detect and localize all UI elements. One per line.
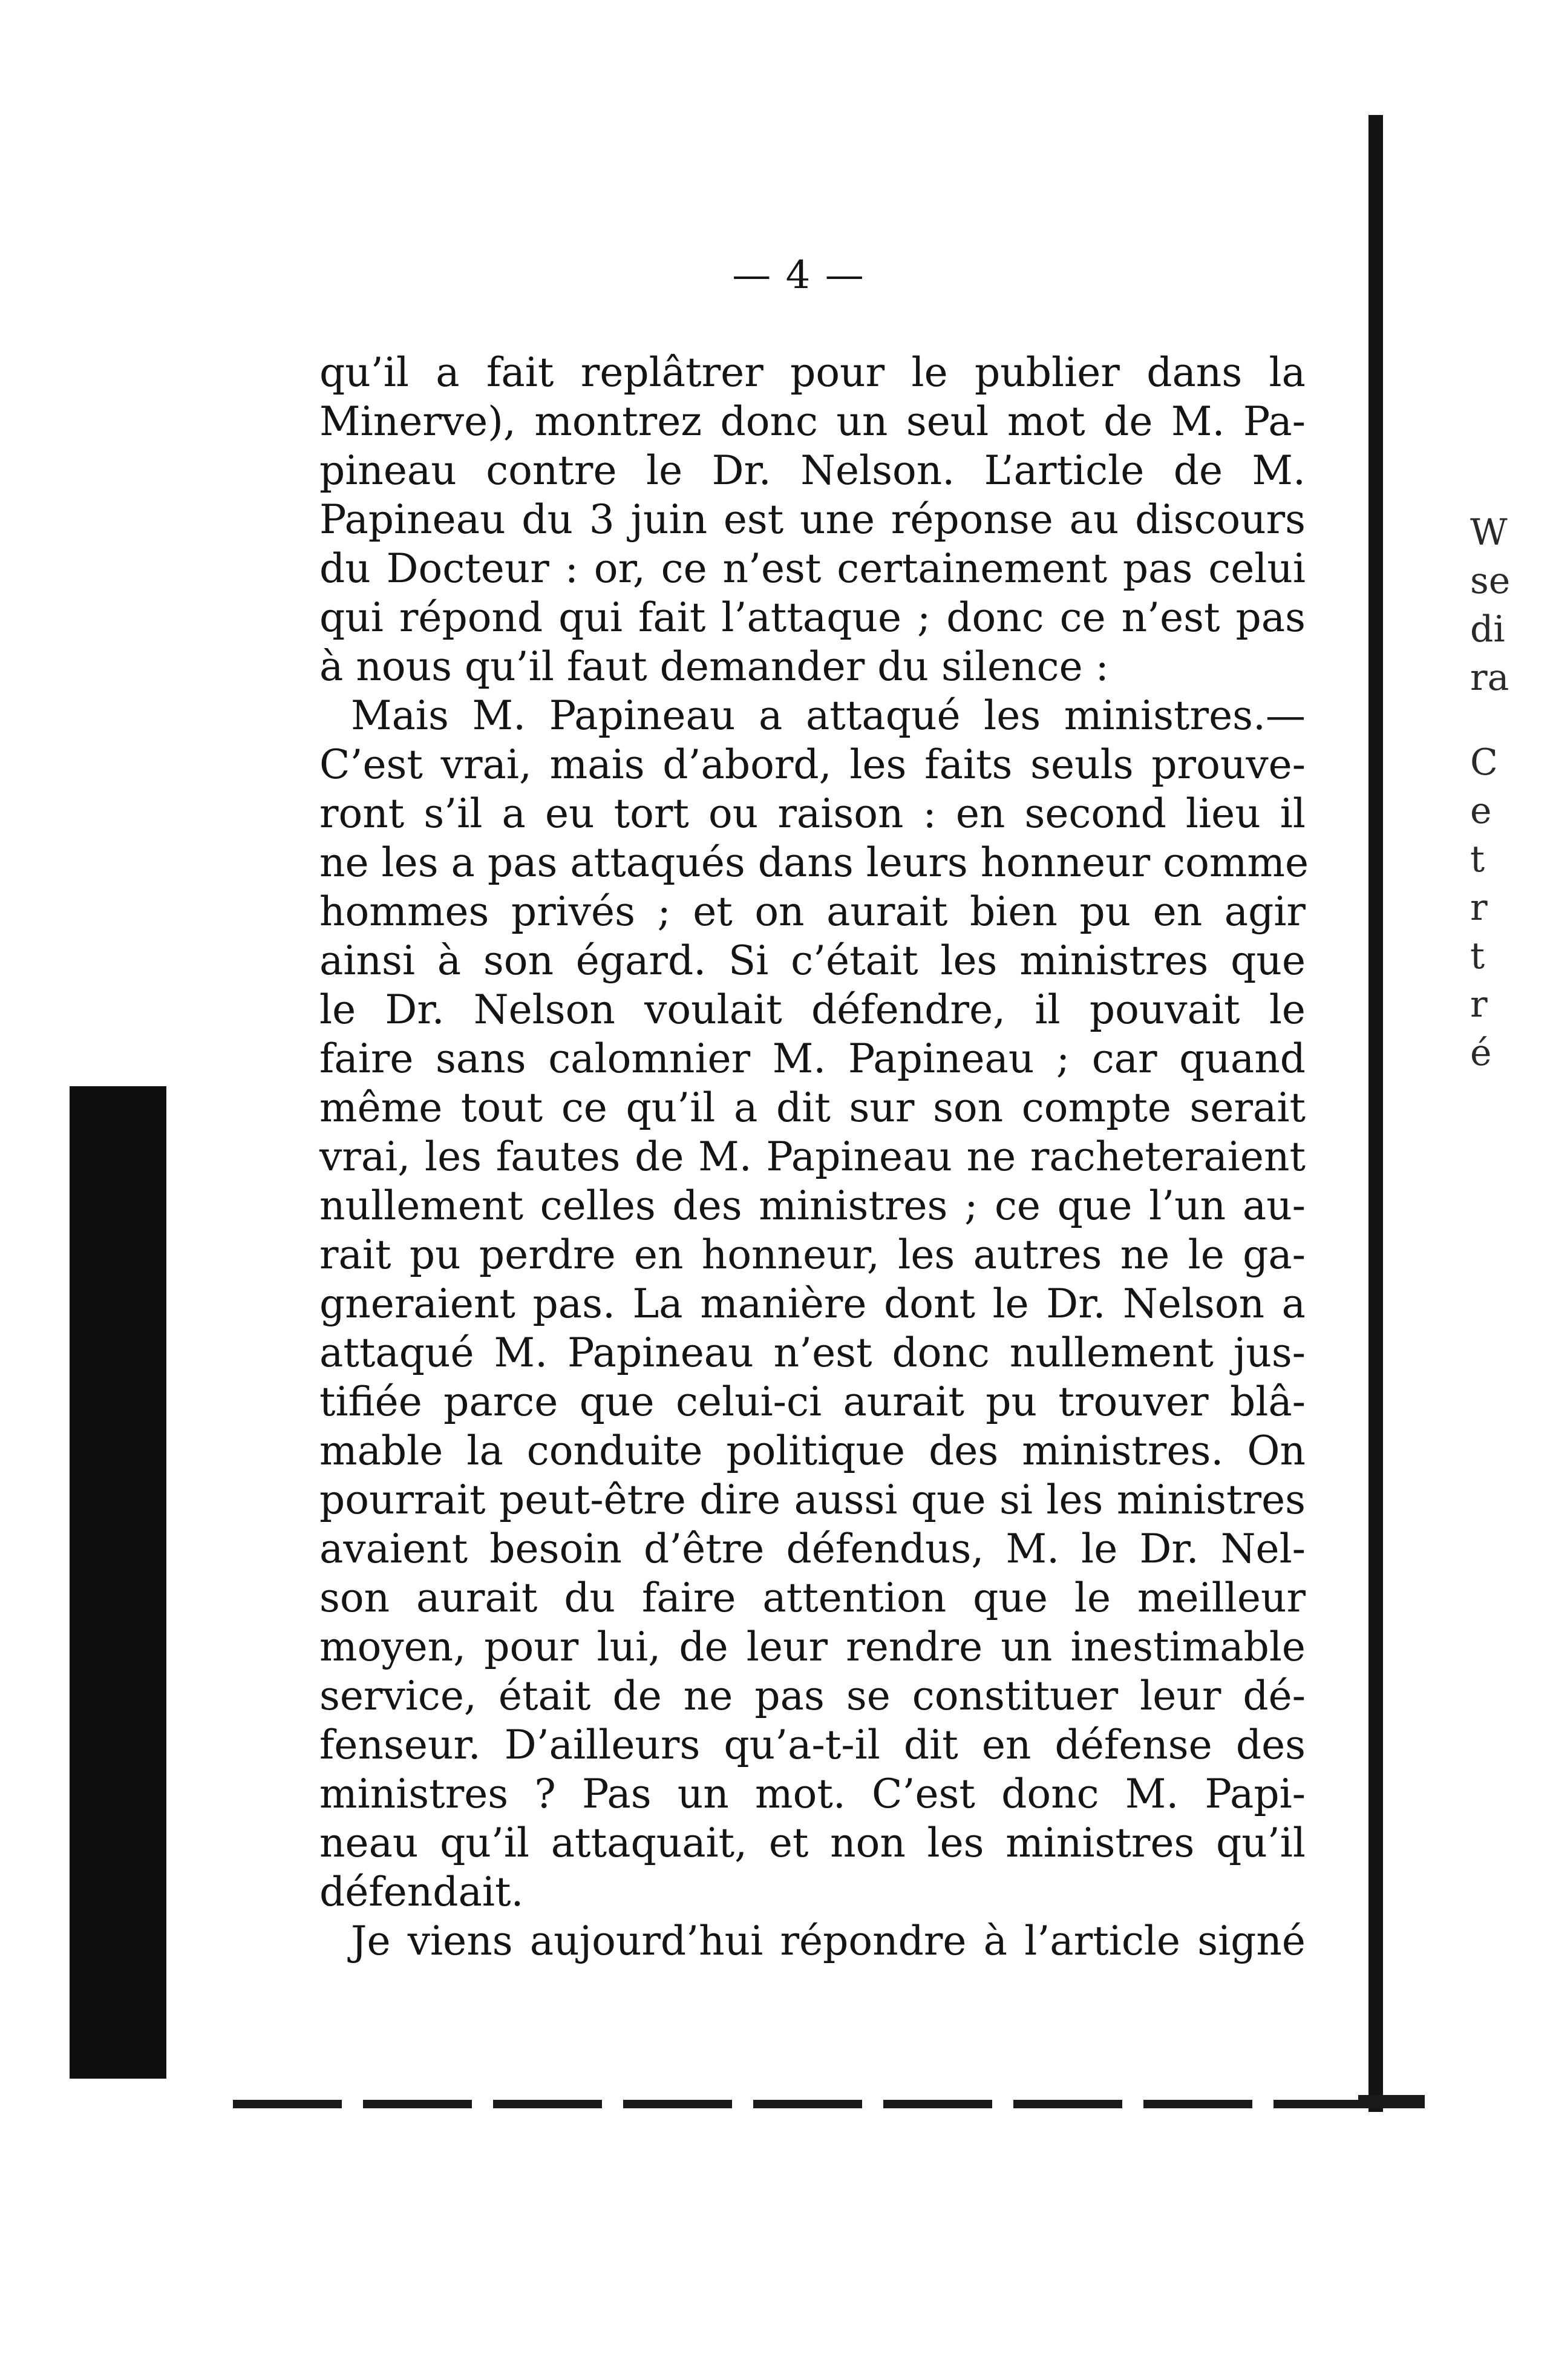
text-line: nullement celles des ministres ; ce que l’un au- [319, 1182, 1306, 1229]
bottom-edge-rule-end [1358, 2095, 1425, 2108]
text-line: fenseur. D’ailleurs qu’a-t-il dit en défense des [319, 1722, 1306, 1768]
adjacent-page-letter: di [1470, 608, 1505, 651]
text-line: faire sans calomnier M. Papineau ; car quand [319, 1035, 1306, 1082]
page-edge-shadow-right [1368, 115, 1383, 2112]
text-line: pourrait peut-être dire aussi que si les ministres [319, 1477, 1306, 1523]
text-line: son aurait du faire attention que le meilleur [319, 1575, 1306, 1621]
text-line: du Docteur : or, ce n’est certainement pas celui [319, 545, 1306, 592]
text-line: hommes privés ; et on aurait bien pu en agir [319, 888, 1306, 935]
text-line: moyen, pour lui, de leur rendre un inestimable [319, 1624, 1306, 1670]
text-line: service, était de ne pas se constituer leur dé- [319, 1673, 1306, 1719]
text-line: rait pu perdre en honneur, les autres ne le ga- [319, 1231, 1306, 1278]
adjacent-page-letter: r [1470, 887, 1488, 929]
text-line: gneraient pas. La manière dont le Dr. Nelson a [319, 1280, 1306, 1327]
text-line: Je viens aujourd’hui répondre à l’article signé [351, 1918, 1306, 1964]
page-edge-shadow-left [70, 1086, 166, 2079]
text-line: mable la conduite politique des ministres. On [319, 1428, 1306, 1474]
text-line: ministres ? Pas un mot. C’est donc M. Papi- [319, 1771, 1306, 1817]
text-line: attaqué M. Papineau n’est donc nullement jus- [319, 1329, 1306, 1376]
adjacent-page-letter: é [1470, 1032, 1492, 1074]
page-number: — 4 — [732, 253, 865, 298]
text-line: Minerve), montrez donc un seul mot de M. Pa- [319, 398, 1306, 445]
text-line: tifiée parce que celui-ci aurait pu trouver blâ- [319, 1378, 1306, 1425]
text-line: le Dr. Nelson voulait défendre, il pouvait le [319, 986, 1306, 1033]
bottom-edge-rule [233, 2100, 1419, 2108]
text-line: défendait. [319, 1869, 524, 1915]
text-line: même tout ce qu’il a dit sur son compte serait [319, 1084, 1306, 1131]
adjacent-page-letter: e [1470, 790, 1492, 832]
text-line: qu’il a fait replâtrer pour le publier dans la [319, 349, 1306, 396]
adjacent-page-letter: r [1470, 983, 1488, 1026]
text-line: C’est vrai, mais d’abord, les faits seuls prouve- [319, 741, 1306, 788]
text-line: vrai, les fautes de M. Papineau ne racheteraient [319, 1133, 1306, 1180]
adjacent-page-letter: C [1470, 741, 1498, 784]
adjacent-page-fragments [1470, 508, 1549, 1077]
text-line: neau qu’il attaquait, et non les ministres qu’il [319, 1820, 1306, 1866]
text-line: Mais M. Papineau a attaqué les ministres.— [351, 692, 1306, 739]
adjacent-page-letter: se [1470, 560, 1511, 602]
adjacent-page-letter: t [1470, 935, 1485, 977]
text-line: à nous qu’il faut demander du silence : [319, 643, 1109, 690]
page-body-text [319, 348, 1309, 1965]
adjacent-page-letter: W [1470, 511, 1508, 554]
text-line: Papineau du 3 juin est une réponse au discours [319, 496, 1306, 543]
text-line: qui répond qui fait l’attaque ; donc ce n’est pas [319, 594, 1306, 641]
text-line: ainsi à son égard. Si c’était les ministres que [319, 937, 1306, 984]
adjacent-page-letter: ra [1470, 657, 1509, 699]
text-line: pineau contre le Dr. Nelson. L’article de M. [319, 447, 1306, 494]
text-line: avaient besoin d’être défendus, M. le Dr. Nel- [319, 1526, 1306, 1572]
text-line: ront s’il a eu tort ou raison : en second lieu il [319, 790, 1306, 837]
text-line: ne les a pas attaqués dans leurs honneur comme [319, 839, 1309, 886]
adjacent-page-letter: t [1470, 838, 1485, 880]
